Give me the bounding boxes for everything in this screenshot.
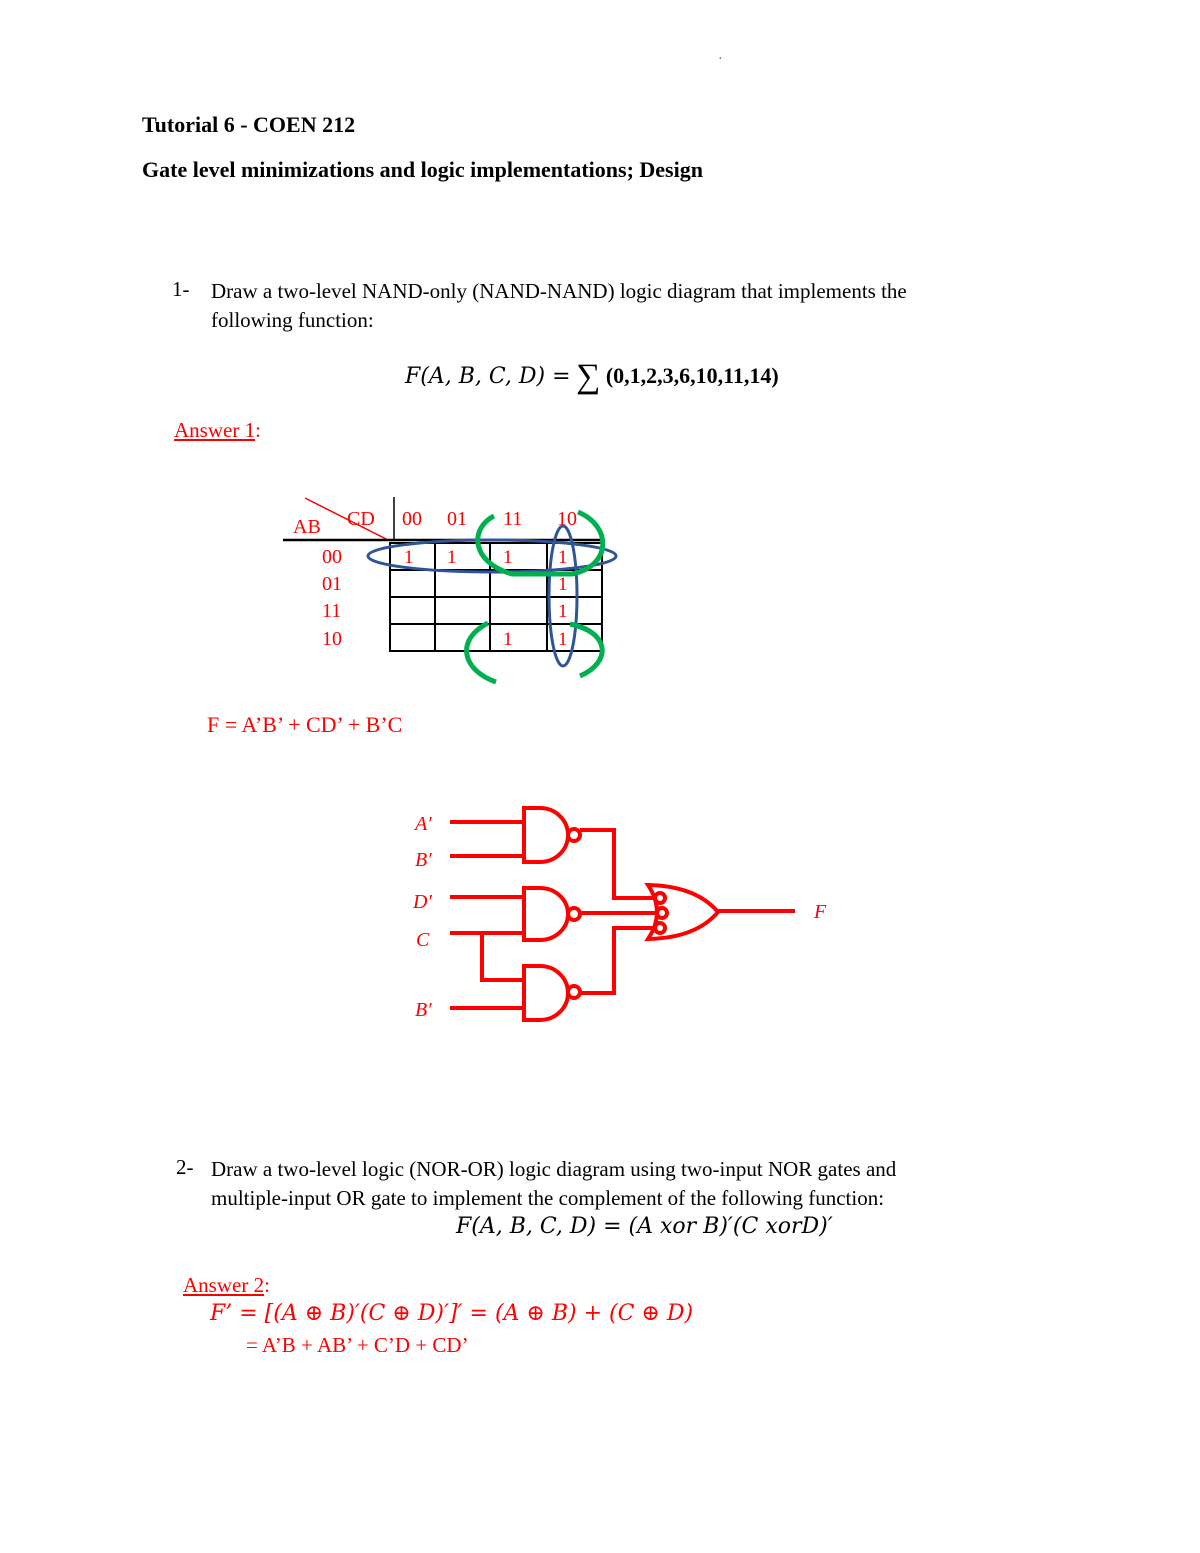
question-2-number: 2-: [176, 1155, 194, 1179]
circuit-input-label: B′: [415, 999, 432, 1021]
wire-nand3-to-final: [580, 928, 656, 993]
question-2-line-2: multiple-input OR gate to implement the complement of the following function:: [211, 1186, 885, 1210]
kmap-row-header: 10: [322, 628, 342, 650]
kmap-row-header: 01: [322, 573, 342, 595]
kmap-cell: 1: [558, 574, 568, 595]
sigma-symbol: ∑: [576, 358, 601, 395]
kmap-cell: 1: [558, 547, 568, 568]
circuit-input-label: B′: [415, 849, 432, 871]
answer-1-expression: F = A’B’ + CD’ + B’C: [207, 712, 403, 737]
nand-gate-1-bubble: [568, 829, 580, 841]
header-mark: ·: [718, 52, 723, 67]
kmap-cell: 1: [404, 547, 414, 568]
question-2-text: [211, 1155, 896, 1213]
formula-minterms: (0,1,2,3,6,10,11,14): [605, 363, 779, 388]
final-gate-input-bubble: [655, 923, 665, 933]
kmap-col-header: 11: [503, 508, 523, 530]
question-2-formula: F(A, B, C, D) = (A xor B)′(C xorD)′: [456, 1214, 833, 1239]
kmap-cell: 1: [558, 601, 568, 622]
wire-nand1-to-final: [580, 830, 656, 898]
formula-lhs: F(A, B, C, D) =: [405, 364, 571, 389]
kmap-col-header: 01: [447, 508, 467, 530]
answer-1-label: Answer 1:: [174, 418, 261, 442]
final-gate-input-bubble: [657, 908, 667, 918]
kmap-col-header: 00: [402, 508, 422, 530]
answer-2-line-2: = A’B + AB’ + C’D + CD’: [246, 1333, 469, 1357]
nand-gate-3: [524, 966, 568, 1020]
kmap-col-header: 10: [557, 508, 577, 530]
circuit-input-label: D′: [413, 891, 432, 913]
answer-2-label: Answer 2:: [183, 1273, 270, 1297]
circuit-input-label: A′: [415, 813, 432, 835]
nand-gate-1: [524, 808, 568, 862]
question-1-number: 1-: [172, 277, 190, 301]
kmap-row-header: 11: [322, 600, 342, 622]
question-2-line-1: Draw a two-level logic (NOR-OR) logic diagram using two-input NOR gates and: [211, 1157, 897, 1181]
nand-gate-3-bubble: [568, 986, 580, 998]
kmap-row-header: 00: [322, 546, 342, 568]
nand-gate-2: [524, 888, 568, 940]
page-title: Tutorial 6 - COEN 212: [142, 112, 356, 137]
wire-input-c-branch: [482, 933, 524, 980]
page-subtitle: Gate level minimizations and logic implementations; Design: [142, 157, 703, 182]
nand-gate-2-bubble: [568, 908, 580, 920]
kmap-cell: 1: [503, 629, 513, 650]
kmap-cell: 1: [503, 547, 513, 568]
kmap-cell: 1: [447, 547, 457, 568]
question-1-line-2: following function:: [211, 308, 374, 332]
circuit-output-label: F: [814, 901, 827, 923]
answer-2-line-1: F’ = [(A ⊕ B)′(C ⊕ D)′]′ = (A ⊕ B) + (C ⊕ D): [210, 1301, 694, 1326]
circuit-input-label: C: [416, 929, 430, 951]
final-gate-input-bubble: [655, 893, 665, 903]
kmap-col-variable-label: CD: [347, 508, 375, 530]
kmap-row-variable-label: AB: [293, 516, 321, 538]
question-1-line-1: Draw a two-level NAND-only (NAND-NAND) logic diagram that implements the: [211, 279, 907, 303]
kmap-cell: 1: [558, 629, 568, 650]
